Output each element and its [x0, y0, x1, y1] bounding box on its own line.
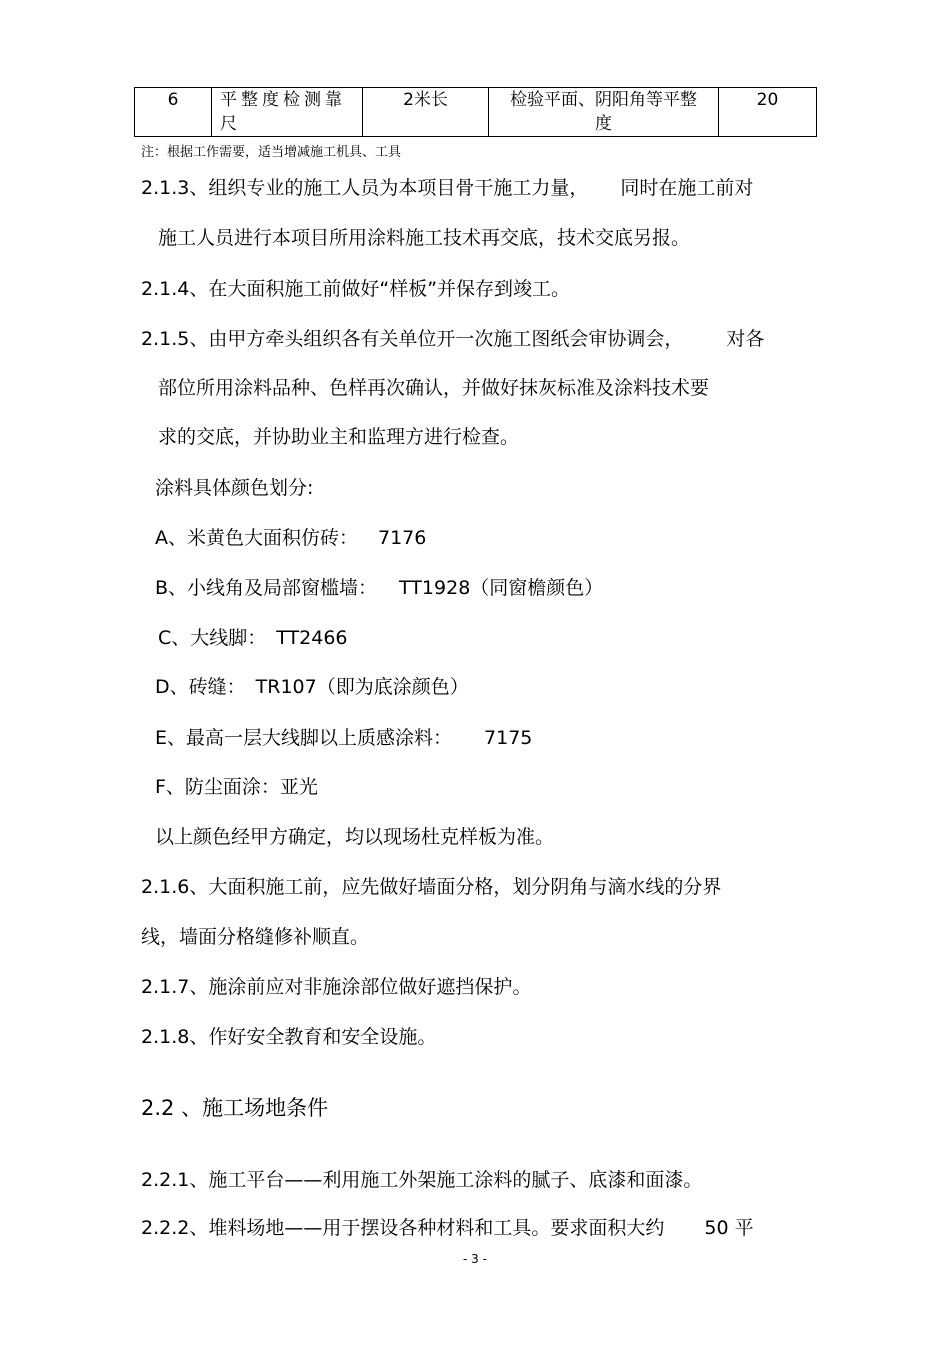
color-c: C、大线脚： TT2466: [158, 627, 348, 649]
cell-name: 平整度检测靠 尺: [212, 88, 363, 137]
para-2-1-5-line3: 求的交底，并协助业主和监理方进行检查。: [158, 426, 520, 448]
color-e: E、最高一层大线脚以上质感涂料： 7175: [155, 727, 533, 749]
table-row: [135, 88, 817, 137]
para-2-1-6-line2: 线，墙面分格缝修补顺直。: [141, 926, 370, 948]
para-2-1-6-line1: 2.1.6、大面积施工前，应先做好墙面分格，划分阴角与滴水线的分界: [141, 876, 722, 898]
cell-spec: 2米长: [363, 88, 489, 137]
para-2-1-5-line2: 部位所用涂料品种、色样再次确认，并做好抹灰标准及涂料技术要: [158, 377, 710, 399]
section-heading-2-2: 2.2 、施工场地条件: [141, 1096, 329, 1120]
color-f: F、防尘面涂：亚光: [155, 776, 318, 798]
para-2-1-5-line1: 2.1.5、由甲方牵头组织各有关单位开一次施工图纸会审协调会， 对各: [141, 328, 765, 350]
cell-use: 检验平面、阴阳角等平整 度: [489, 88, 719, 137]
cell-qty: 20: [719, 88, 817, 137]
equipment-table: [134, 87, 817, 137]
table-note: 注：根据工作需要，适当增减施工机具、工具: [141, 145, 402, 160]
color-b: B、小线角及局部窗槛墙： TT1928（同窗檐颜色）: [155, 577, 604, 599]
para-2-1-3-line1: 2.1.3、组织专业的施工人员为本项目骨干施工力量， 同时在施工前对: [141, 177, 754, 199]
para-2-2-2: 2.2.2、堆料场地——用于摆设各种材料和工具。要求面积大约 50 平: [141, 1217, 754, 1239]
para-2-1-4: 2.1.4、在大面积施工前做好“样板”并保存到竣工。: [141, 278, 571, 300]
page-number: - 3 -: [463, 1252, 487, 1266]
para-2-1-7: 2.1.7、施涂前应对非施涂部位做好遮挡保护。: [141, 976, 532, 998]
para-2-2-1: 2.2.1、施工平台——利用施工外架施工涂料的腻子、底漆和面漆。: [141, 1169, 703, 1191]
color-a: A、米黄色大面积仿砖： 7176: [155, 527, 427, 549]
para-2-1-3-line2: 施工人员进行本项目所用涂料施工技术再交底，技术交底另报。: [158, 227, 691, 249]
cell-no: 6: [135, 88, 212, 137]
color-d: D、砖缝： TR107（即为底涂颜色）: [155, 676, 469, 698]
para-2-1-8: 2.1.8、作好安全教育和安全设施。: [141, 1026, 437, 1048]
colors-note: 以上颜色经甲方确定，均以现场杜克样板为准。: [155, 826, 555, 848]
colors-title: 涂料具体颜色划分:: [155, 477, 314, 499]
